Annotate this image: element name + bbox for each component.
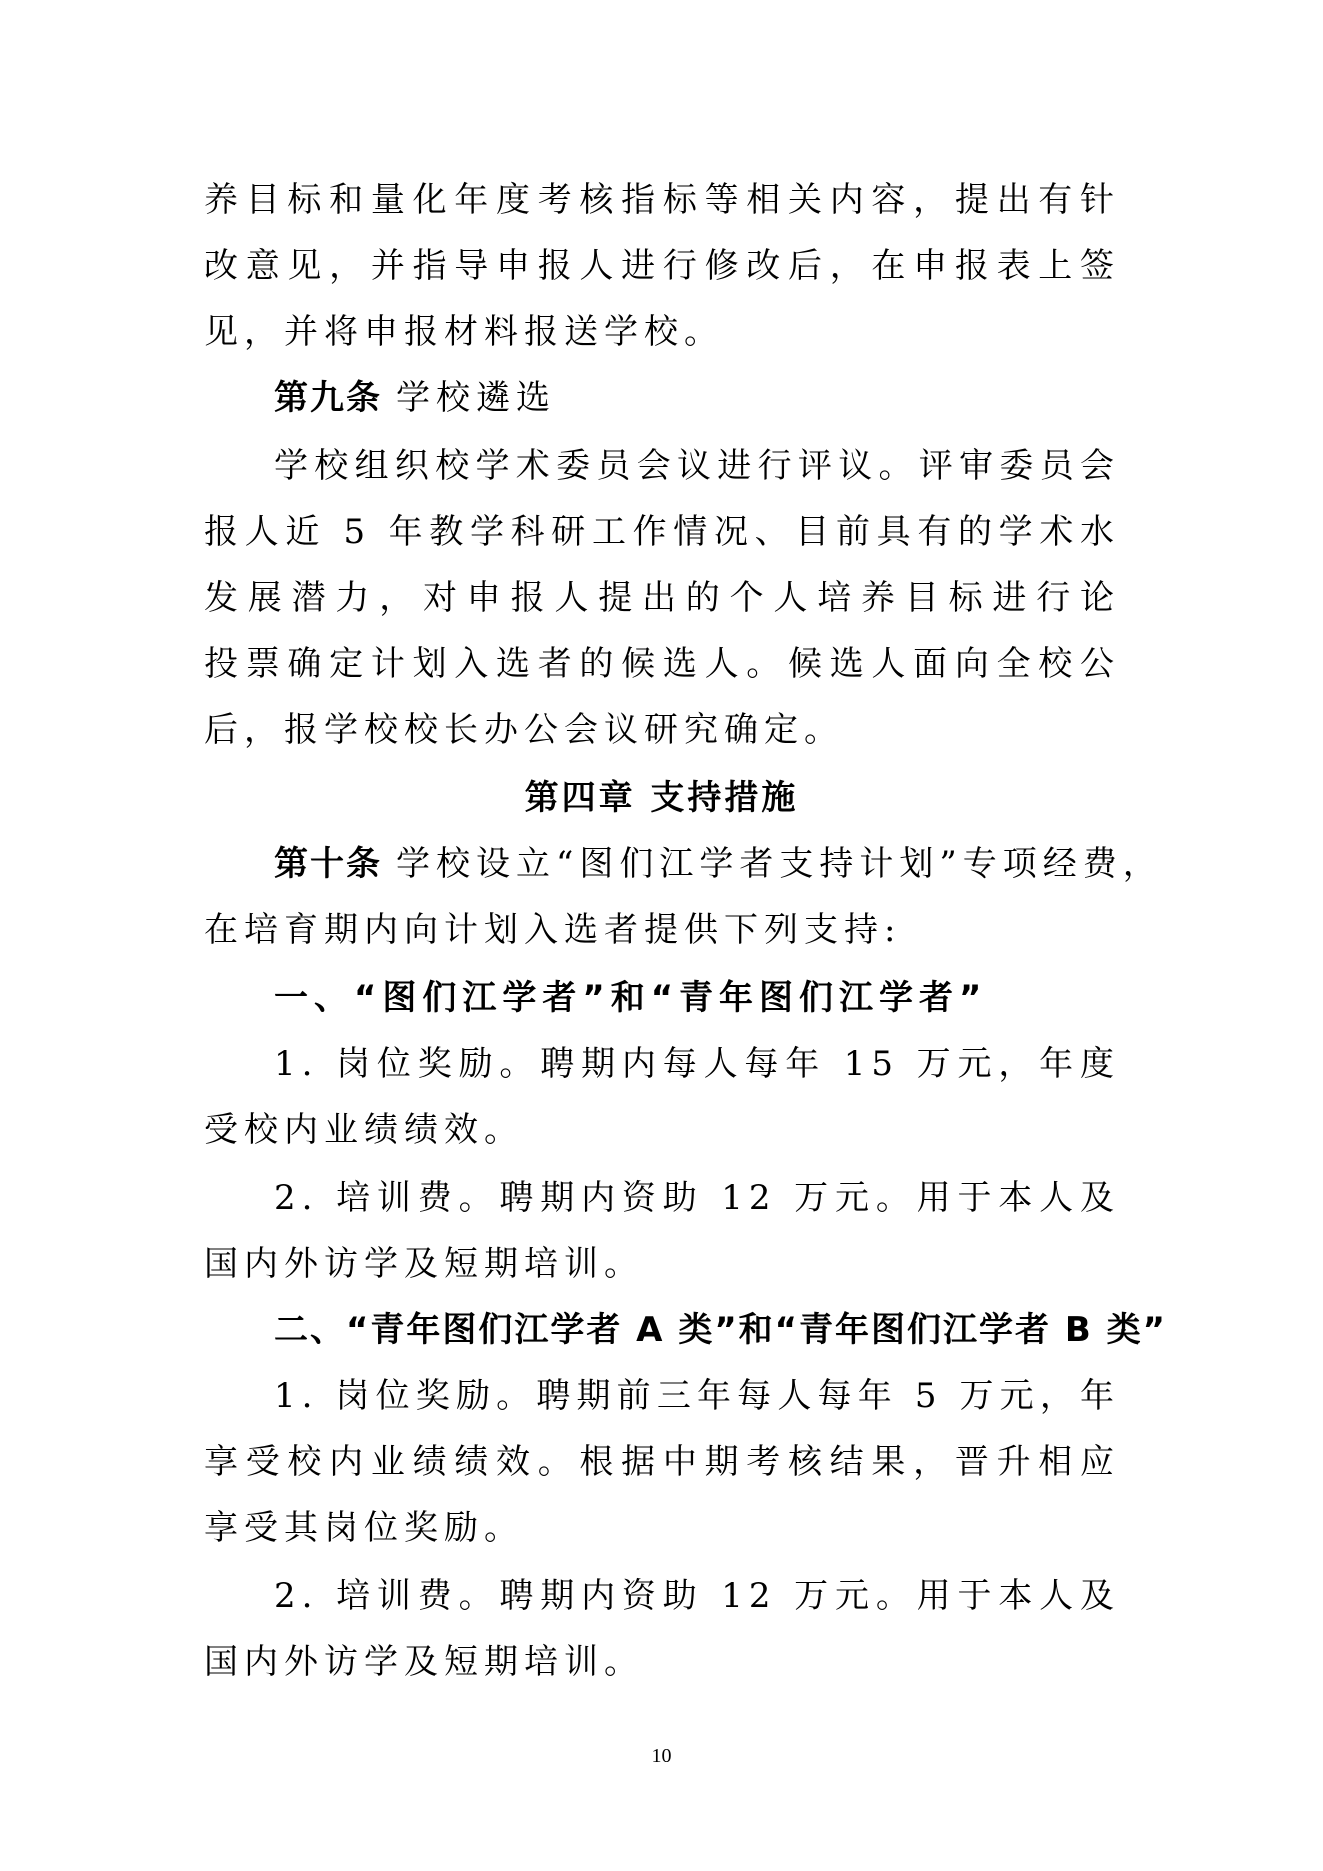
article-10-text: 学校设立“图们江学者支持计划”专项经费， <box>396 844 1163 884</box>
article-9-title: 学校遴选 <box>396 378 556 418</box>
paragraph-line: 享受其岗位奖励。 <box>204 1508 524 1548</box>
paragraph-line: 报人近 5 年教学科研工作情况、目前具有的学术水 <box>204 512 1120 552</box>
paragraph-line: 受校内业绩绩效。 <box>204 1110 524 1150</box>
paragraph-line: 改意见，并指导申报人进行修改后，在申报表上签 <box>204 246 1120 286</box>
section-1-heading: 一、“图们江学者”和“青年图们江学者” <box>274 978 988 1018</box>
paragraph-line: 国内外访学及短期培训。 <box>204 1244 644 1284</box>
paragraph-line: 2. 培训费。聘期内资助 12 万元。用于本人及 <box>274 1576 1120 1616</box>
page-number: 10 <box>651 1745 672 1767</box>
paragraph-line: 养目标和量化年度考核指标等相关内容，提出有针 <box>204 180 1120 220</box>
paragraph-line: 1. 岗位奖励。聘期前三年每人每年 5 万元，年 <box>274 1376 1120 1416</box>
chapter-4-title: 第四章 支持措施 <box>524 778 799 818</box>
section-2-heading: 二、“青年图们江学者 A 类”和“青年图们江学者 B 类” <box>274 1310 1167 1350</box>
article-9-heading <box>274 370 1120 426</box>
paragraph-line: 在培育期内向计划入选者提供下列支持: <box>204 910 902 950</box>
paragraph-line: 1. 岗位奖励。聘期内每人每年 15 万元，年度 <box>274 1044 1120 1084</box>
paragraph-line: 发展潜力，对申报人提出的个人培养目标进行论 <box>204 578 1120 618</box>
article-10-label: 第十条 <box>274 844 382 884</box>
paragraph-line: 投票确定计划入选者的候选人。候选人面向全校公 <box>204 644 1120 684</box>
paragraph-line: 享受校内业绩绩效。根据中期考核结果，晋升相应 <box>204 1442 1120 1482</box>
paragraph-line: 见，并将申报材料报送学校。 <box>204 312 724 352</box>
paragraph-line: 2. 培训费。聘期内资助 12 万元。用于本人及 <box>274 1178 1120 1218</box>
paragraph-line: 学校组织校学术委员会议进行评议。评审委员会 <box>274 446 1120 486</box>
article-10-heading <box>274 836 1163 892</box>
paragraph-line: 后，报学校校长办公会议研究确定。 <box>204 710 844 750</box>
article-9-label: 第九条 <box>274 378 382 418</box>
paragraph-line: 国内外访学及短期培训。 <box>204 1642 644 1682</box>
